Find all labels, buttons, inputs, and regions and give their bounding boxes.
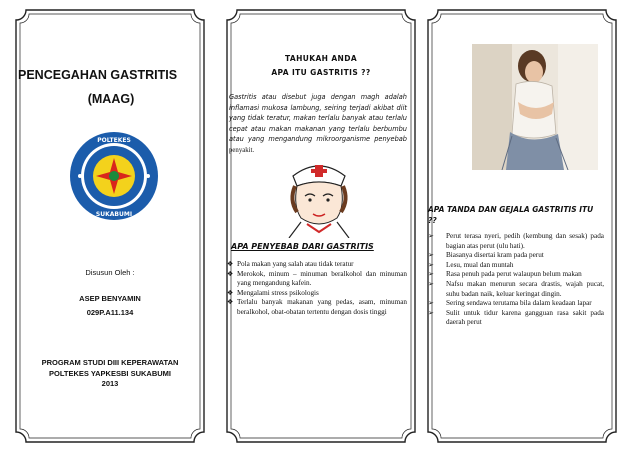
diamond-bullet-icon: ❖ [227, 269, 234, 278]
svg-text:SUKABUMI: SUKABUMI [95, 211, 133, 218]
definition-paragraph [229, 92, 407, 157]
program-year: 2013 [101, 379, 119, 388]
nurse-illustration-icon [271, 156, 367, 238]
byline-label: Disusun Oleh : [85, 268, 135, 277]
diamond-bullet-icon: ❖ [227, 260, 234, 268]
arrowhead-bullet-icon: ➢ [428, 251, 434, 260]
question-heading: TAHUKAH ANDA [284, 54, 358, 63]
definition-tail: penyakit. [229, 146, 255, 154]
arrowhead-bullet-icon: ➢ [428, 260, 434, 269]
cover-subtitle: (MAAG) [87, 92, 135, 106]
cover-title: PENCEGAHAN GASTRITIS [18, 68, 178, 82]
info-panel [223, 6, 419, 446]
definition-text: Gastritis atau disebut juga dengan magh adalah inflamasi mukosa lambung, seiring terjadi akibat diit yang tidak teratur, makan terlalu banyak atau terlalu cepat atau makan makanan yang terlalu berbumbu atau yang mengandung mikroorganisme penyebab [229, 93, 407, 144]
list-item: ➢ Perut terasa nyeri, pedih (kembung dan sesak) pada bagian atas perut (ulu hati). [428, 232, 604, 250]
author-name: ASEP BENYAMIN [79, 294, 141, 303]
list-item: ❖ Pola makan yang salah atau tidak teratur [227, 260, 354, 268]
list-item: ➢ Lesu, mual dan muntah [428, 260, 514, 269]
author-id: 029P.A11.134 [86, 308, 134, 317]
arrowhead-bullet-icon: ➢ [428, 308, 434, 317]
list-item: ➢ Biasanya disertai kram pada perut [428, 251, 544, 260]
program-line1: PROGRAM STUDI DIII KEPERAWATAN [41, 358, 179, 367]
list-item: ❖ Terlalu banyak makanan yang pedas, asam, minuman beralkohol, obat-obatan tertentu dengan dosis tinggi [227, 298, 407, 316]
arrowhead-bullet-icon: ➢ [428, 270, 434, 279]
symptoms-list [428, 232, 604, 328]
symptoms-heading: APA TANDA DAN GEJALA GASTRITIS ITU ?? [428, 205, 594, 225]
diamond-bullet-icon: ❖ [227, 298, 234, 307]
cover-panel [12, 6, 208, 446]
list-item: ❖ Merokok, minum – minuman beralkohol dan minuman yang mengandung kafein. [227, 269, 407, 288]
list-item: ➢ Nafsu makan menurun secara drastis, wajah pucat, suhu badan naik, keluar keringat dingin. [428, 279, 604, 298]
svg-text:POLTEKES: POLTEKES [97, 137, 131, 144]
program-info [12, 358, 208, 390]
list-item: ➢ Sering sendawa terutama bila dalam keadaan lapar [428, 299, 592, 308]
causes-heading: APA PENYEBAB DARI GASTRITIS [231, 242, 374, 251]
question-subheading: APA ITU GASTRITIS ?? [271, 68, 371, 77]
arrowhead-bullet-icon: ➢ [428, 299, 434, 308]
causes-list [227, 260, 407, 318]
stomach-pain-photo-icon [472, 44, 598, 170]
program-line2: POLTEKES YAPKESBI SUKABUMI [49, 368, 171, 378]
diamond-bullet-icon: ❖ [227, 288, 234, 297]
arrowhead-bullet-icon: ➢ [428, 279, 434, 288]
list-item: ➢ Sulit untuk tidur karena gangguan rasa sakit pada daerah perut [428, 308, 604, 327]
symptoms-panel [424, 6, 620, 446]
list-item: ❖ Mengalami stress psikologis [227, 288, 319, 297]
list-item: ➢ Rasa penuh pada perut walaupun belum makan [428, 270, 582, 279]
poltekes-logo-icon [68, 130, 160, 222]
arrowhead-bullet-icon: ➢ [428, 232, 434, 240]
